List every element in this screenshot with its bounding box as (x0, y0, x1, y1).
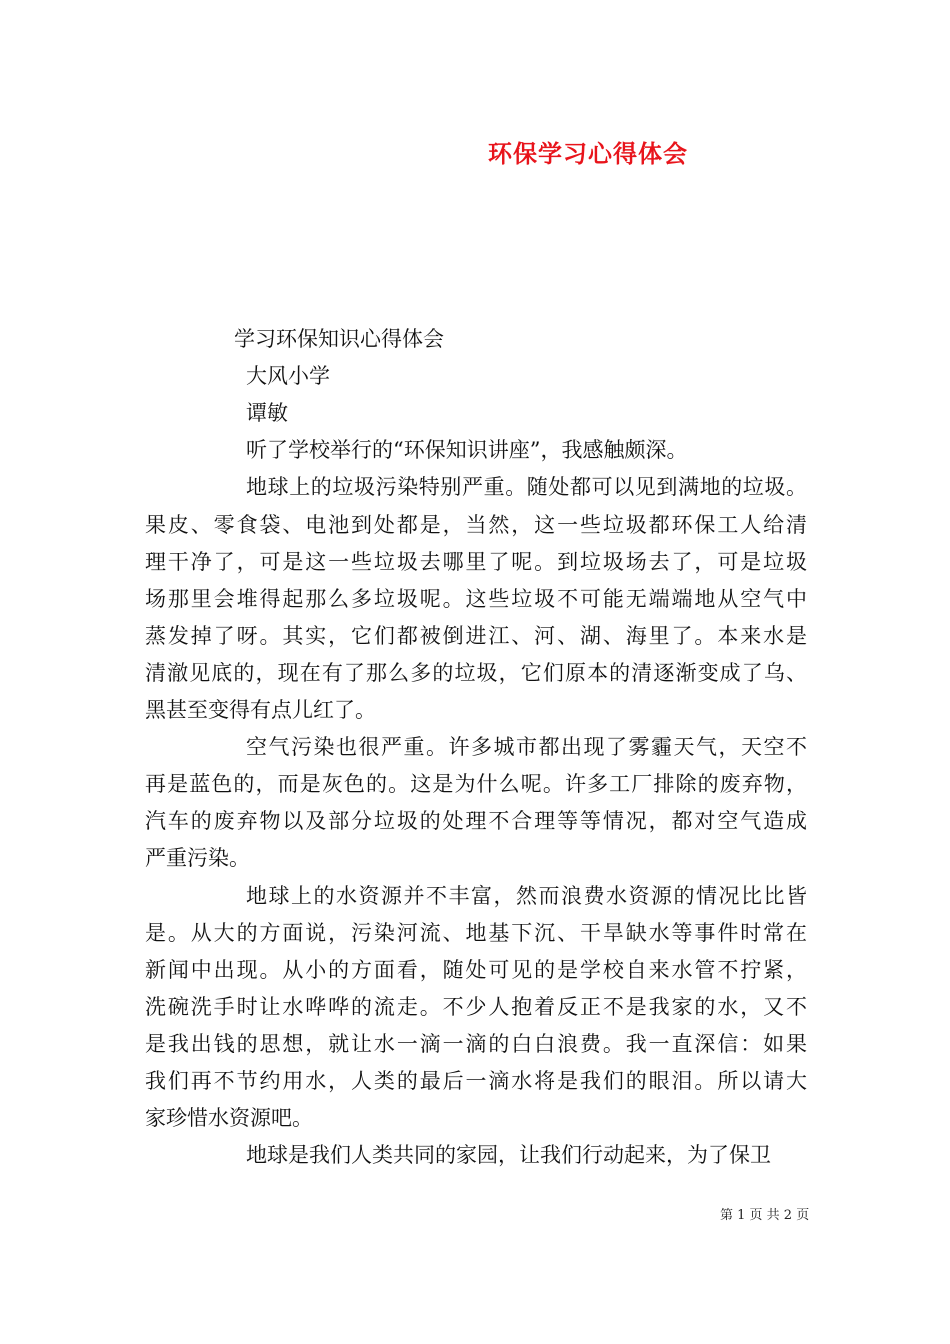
paragraph-line: 蒸发掉了呀。其实，它们都被倒进江、河、湖、海里了。本来水是 (145, 623, 807, 648)
paragraph-line: 空气污染也很严重。许多城市都出现了雾霾天气，天空不 (246, 735, 807, 760)
paragraph-line: 我们再不节约用水，人类的最后一滴水将是我们的眼泪。所以请大 (145, 1069, 807, 1093)
subtitle: 学习环保知识心得体会 (234, 327, 444, 351)
intro-line: 听了学校举行的“环保知识讲座”，我感触颇深。 (246, 438, 688, 463)
paragraph-line: 地球上的水资源并不丰富，然而浪费水资源的情况比比皆 (246, 883, 807, 908)
document-title: 环保学习心得体会 (488, 140, 688, 168)
paragraph-line: 再是蓝色的，而是灰色的。这是为什么呢。许多工厂排除的废弃物， (145, 772, 807, 797)
paragraph-line: 汽车的废弃物以及部分垃圾的处理不合理等等情况，都对空气造成 (145, 809, 807, 834)
paragraph-line: 新闻中出现。从小的方面看，随处可见的是学校自来水管不拧紧， (145, 957, 807, 982)
author-name: 谭敏 (246, 401, 288, 426)
paragraph-line: 地球是我们人类共同的家园，让我们行动起来，为了保卫 (246, 1143, 771, 1168)
paragraph-line: 黑甚至变得有点儿红了。 (145, 698, 376, 722)
paragraph-line: 清澈见底的，现在有了那么多的垃圾，它们原本的清逐渐变成了乌、 (145, 660, 807, 685)
paragraph-line: 是我出钱的思想，就让水一滴一滴的白白浪费。我一直深信：如果 (145, 1031, 807, 1056)
school-name: 大风小学 (246, 364, 330, 389)
paragraph-line: 是。从大的方面说，污染河流、地基下沉、干旱缺水等事件时常在 (145, 920, 807, 945)
paragraph-line: 地球上的垃圾污染特别严重。随处都可以见到满地的垃圾。 (246, 475, 807, 500)
paragraph-line: 家珍惜水资源吧。 (145, 1106, 313, 1131)
paragraph-line: 严重污染。 (145, 846, 250, 871)
paragraph-line: 果皮、零食袋、电池到处都是，当然，这一些垃圾都环保工人给清 (145, 512, 807, 537)
paragraph-line: 洗碗洗手时让水哗哗的流走。不少人抱着反正不是我家的水，又不 (145, 994, 807, 1019)
paragraph-line: 场那里会堆得起那么多垃圾呢。这些垃圾不可能无端端地从空气中 (145, 586, 807, 611)
page-footer: 第 1 页 共 2 页 (720, 1208, 810, 1223)
paragraph-line: 理干净了，可是这一些垃圾去哪里了呢。到垃圾场去了，可是垃圾 (145, 549, 807, 574)
